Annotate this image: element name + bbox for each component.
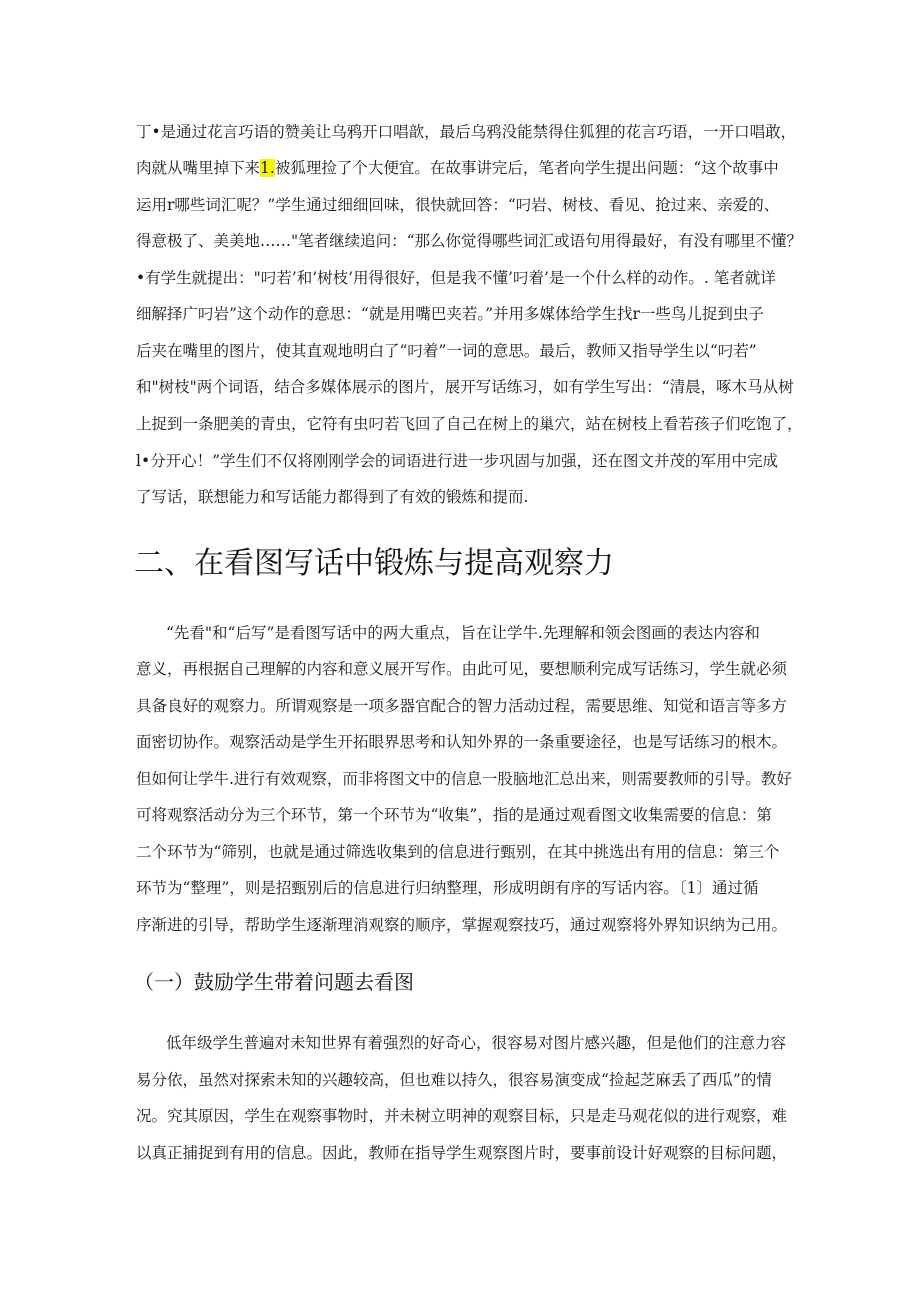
text-line: 但如何让学牛.进行有效观察，而非将图文中的信息一股脑地汇总出来，则需要教师的引导。教好	[136, 770, 792, 788]
text-line: 了写话，联想能力和写话能力都得到了有效的锻炼和提而.	[136, 488, 529, 506]
text-line: 具备良好的观察力。所谓观察是一项多器官配合的智力活动过程，需要思维、知觉和语言等多方	[136, 697, 788, 715]
subsection-heading: （一）鼓励学生带着问题去看图	[134, 970, 414, 994]
text-line: 丁•是通过花言巧语的赞美让乌鸦开口唱歆，最后乌鸦没能禁得住狐狸的花言巧语，一开口唱敢，	[136, 123, 797, 141]
text-line: 二个环节为“筛别，也就是通过筛选收集到的信息进行甄别，在其中挑选出有用的信息：第三个	[136, 843, 780, 861]
text-line: 面密切协作。观察活动是学生开拓眼界思考和认知外界的一条重要途径，也是写话练习的根木。	[136, 733, 788, 751]
text-line: 后夹在嘴里的图片，使其直观地明白了“叼着”一词的意思。最后，教师又指导学生以“叼若”	[136, 342, 757, 360]
text-line: 细解择广叼岩”这个动作的意思：“就是用嘴巴夹若。”并用多媒体给学生找r一些鸟儿捉到虫子	[136, 305, 764, 323]
text-line: 意义，再根据自己理解的内容和意义展开写作。由此可见，要想顺利完成写话练习，学生就必须	[136, 660, 788, 678]
text-line: 可将观察活动分为三个环节，第一个环节为“收集”，指的是通过观看图文收集需要的信息：第	[136, 806, 772, 824]
highlighted-marker: 1.	[260, 159, 275, 177]
text-line: 序渐进的引导，帮助学生逐渐理消观察的顺序，掌握观察技巧，通过观察将外界知识纳为己用。	[136, 916, 788, 934]
text-line: 上捉到一条肥美的青虫，它符有虫叼若飞回了自己在树上的巢穴，站在树枝上看若孩子们吃饱了，	[136, 415, 803, 433]
text-line: l•分开心！”学生们不仅将刚刚学会的词语进行进一步巩固与加强，还在图文并茂的军用中完成	[136, 452, 779, 470]
text-line: “先看"和“后写”是看图写话中的两大重点，旨在让学牛.先理解和领会图画的表达内容和	[166, 624, 760, 642]
text-line: 环节为“整理”，则是招甄别后的信息进行归纳整理，形成明朗有序的写话内容。〔1〕通过循	[136, 879, 759, 897]
text-line: •有学生就提出："叼若’和’树枝’用得很好，但是我不懂’叼着’是一个什么样的动作。. 笔者就详	[136, 269, 776, 287]
text-line: 况。究其原因，学生在观察事物时，并未树立明神的观察目标，只是走马观花似的进行观察，难	[136, 1107, 788, 1125]
text-line: 低年级学生普遍对未知世界有着强烈的好奇心，很容易对图片感兴趣，但是他们的注意力容	[166, 1034, 787, 1052]
text-line: 运用r哪些词汇呢？”学生通过细细回味，很快就回答：“叼岩、树枝、看见、抢过来、亲爱的、	[136, 196, 780, 214]
text-line: 和"树枝"两个词语，结合多媒体展示的图片，展开写话练习，如有学生写出：“清晨，啄木马从树	[136, 378, 794, 396]
text-line	[136, 158, 779, 178]
section-heading: 二、在看图写话中锻炼与提高观察力	[134, 546, 614, 581]
text-line: 易分依，虽然对探索未知的兴趣较高，但也难以持久，很容易演变成“捡起芝麻丢了西瓜”的情	[136, 1071, 772, 1089]
text-segment: 被狐理捡了个大便宜。在故事讲完后，笔者向学生提出问题：“这个故事中	[274, 159, 779, 177]
text-line: 得意极了、美美地……"笔者继续追问：“那么你觉得哪些词汇或语句用得最好，有没有哪里不懂？	[136, 232, 803, 250]
text-segment: 肉就从嘴里掉下来	[136, 159, 261, 177]
text-line: 以真正捕捉到有用的信息。因此，教师在指导学生观察图片时，要事前设计好观察的目标问题，	[136, 1144, 788, 1162]
